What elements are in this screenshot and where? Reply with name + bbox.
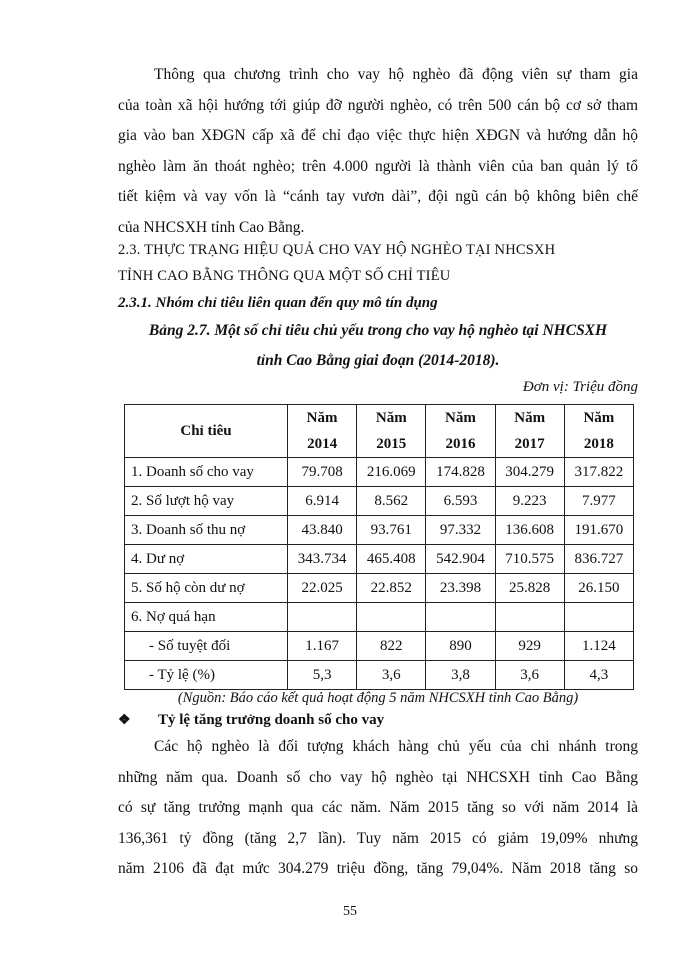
- bullet-heading: [118, 707, 384, 734]
- row-value: 3,6: [357, 661, 426, 690]
- row-value: 22.025: [288, 574, 357, 603]
- row-value: 9.223: [495, 487, 564, 516]
- row-label: 5. Số hộ còn dư nợ: [125, 574, 288, 603]
- text-line: tiết kiệm và vay vốn là “cánh tay vươn dài”, đội ngũ cán bộ không biên chế: [118, 188, 638, 206]
- row-value: [564, 603, 633, 632]
- table-title-line: Bảng 2.7. Một số chỉ tiêu chủ yếu trong cho vay hộ nghèo tại NHCSXH: [148, 322, 608, 339]
- unit-label: Đơn vị: Triệu đồng: [522, 379, 638, 395]
- row-value: 136.608: [495, 516, 564, 545]
- row-label: - Số tuyệt đối: [125, 632, 288, 661]
- diamond-bullet-icon: ❖: [118, 713, 131, 728]
- row-value: 3,8: [426, 661, 495, 690]
- row-label: 6. Nợ quá hạn: [125, 603, 288, 632]
- row-value: 317.822: [564, 458, 633, 487]
- row-value: 26.150: [564, 574, 633, 603]
- row-value: 4,3: [564, 661, 633, 690]
- header-year-prefix: Năm: [288, 405, 357, 432]
- row-value: 343.734: [288, 545, 357, 574]
- header-year: 2014: [288, 431, 357, 458]
- text-line: của toàn xã hội hướng tới giúp đỡ người nghèo, có trên 500 cán bộ cơ sở tham: [118, 96, 638, 114]
- row-value: 97.332: [426, 516, 495, 545]
- header-year: 2016: [426, 431, 495, 458]
- header-year-prefix: Năm: [357, 405, 426, 432]
- row-value: [357, 603, 426, 632]
- row-value: 43.840: [288, 516, 357, 545]
- row-value: 890: [426, 632, 495, 661]
- heading-line: TỈNH CAO BẰNG THÔNG QUA MỘT SỐ CHỈ TIÊU: [118, 268, 451, 284]
- row-label: 3. Doanh số thu nợ: [125, 516, 288, 545]
- row-label: - Tỷ lệ (%): [125, 661, 288, 690]
- row-value: 93.761: [357, 516, 426, 545]
- row-value: 836.727: [564, 545, 633, 574]
- text-line: Thông qua chương trình cho vay hộ nghèo đã động viên sự tham gia: [154, 66, 638, 83]
- table-title-line: tỉnh Cao Bằng giai đoạn (2014-2018).: [256, 352, 500, 369]
- text-line: có sự tăng trưởng mạnh qua các năm. Năm 2015 tăng so với năm 2014 là: [118, 799, 638, 817]
- row-value: 1.124: [564, 632, 633, 661]
- heading-line: 2.3. THỰC TRẠNG HIỆU QUẢ CHO VAY HỘ NGHÈO TẠI NHCSXH: [118, 242, 556, 258]
- table-row: [125, 574, 634, 603]
- row-value: 5,3: [288, 661, 357, 690]
- table-row: [125, 632, 634, 661]
- table-title: [118, 316, 638, 376]
- text-line: năm 2106 đã đạt mức 304.279 triệu đồng, tăng 79,04%. Năm 2018 tăng so: [118, 860, 638, 878]
- row-value: 79.708: [288, 458, 357, 487]
- text-line: nghèo làm ăn thoát nghèo; trên 4.000 người là thành viên của ban quản lý tổ: [118, 157, 638, 175]
- row-label: 1. Doanh số cho vay: [125, 458, 288, 487]
- table-source: (Nguồn: Báo cáo kết quả hoạt động 5 năm NHCSXH tỉnh Cao Bằng): [177, 690, 579, 706]
- row-label: 4. Dư nợ: [125, 545, 288, 574]
- text-line: Các hộ nghèo là đối tượng khách hàng chủ yếu của chi nhánh trong: [154, 738, 638, 755]
- bullet-heading-text: Tỷ lệ tăng trưởng doanh số cho vay: [158, 712, 385, 728]
- row-value: 710.575: [495, 545, 564, 574]
- row-value: [288, 603, 357, 632]
- table-row: [125, 458, 634, 487]
- text-line: những năm qua. Doanh số cho vay hộ nghèo tại NHCSXH tỉnh Cao Bằng: [118, 768, 638, 786]
- row-value: 542.904: [426, 545, 495, 574]
- subsection-heading: 2.3.1. Nhóm chỉ tiêu liên quan đến quy mô tín dụng: [118, 295, 438, 311]
- row-value: 7.977: [564, 487, 633, 516]
- row-value: 304.279: [495, 458, 564, 487]
- row-value: [426, 603, 495, 632]
- table-row: [125, 603, 634, 632]
- row-value: 8.562: [357, 487, 426, 516]
- header-year: 2015: [357, 431, 426, 458]
- row-value: 22.852: [357, 574, 426, 603]
- header-year: 2017: [495, 431, 564, 458]
- row-value: [495, 603, 564, 632]
- table-row: [125, 545, 634, 574]
- text-line: gia vào ban XĐGN cấp xã để chỉ đạo việc thực hiện XĐGN và hướng dẫn hộ: [118, 127, 638, 145]
- row-value: 1.167: [288, 632, 357, 661]
- row-value: 6.593: [426, 487, 495, 516]
- row-value: 174.828: [426, 458, 495, 487]
- table-row: [125, 487, 634, 516]
- page-number: 55: [343, 904, 357, 919]
- row-label: 2. Số lượt hộ vay: [125, 487, 288, 516]
- row-value: 23.398: [426, 574, 495, 603]
- growth-paragraph: [118, 732, 638, 885]
- row-value: 3,6: [495, 661, 564, 690]
- text-line: của NHCSXH tỉnh Cao Bằng.: [118, 218, 305, 236]
- header-year-prefix: Năm: [495, 405, 564, 432]
- table-row: [125, 516, 634, 545]
- row-value: 191.670: [564, 516, 633, 545]
- row-value: 929: [495, 632, 564, 661]
- section-heading: [118, 237, 555, 289]
- indicator-table: [124, 404, 634, 690]
- text-line: 136,361 tỷ đồng (tăng 2,7 lần). Tuy năm 2015 có giảm 19,09% nhưng: [118, 829, 638, 847]
- row-value: 6.914: [288, 487, 357, 516]
- intro-paragraph: [118, 60, 638, 244]
- row-value: 822: [357, 632, 426, 661]
- header-year-prefix: Năm: [564, 405, 633, 432]
- header-year-prefix: Năm: [426, 405, 495, 432]
- table-header-row: [125, 405, 634, 432]
- header-indicator: Chỉ tiêu: [125, 405, 288, 458]
- header-year: 2018: [564, 431, 633, 458]
- row-value: 465.408: [357, 545, 426, 574]
- row-value: 25.828: [495, 574, 564, 603]
- row-value: 216.069: [357, 458, 426, 487]
- table-row: [125, 661, 634, 690]
